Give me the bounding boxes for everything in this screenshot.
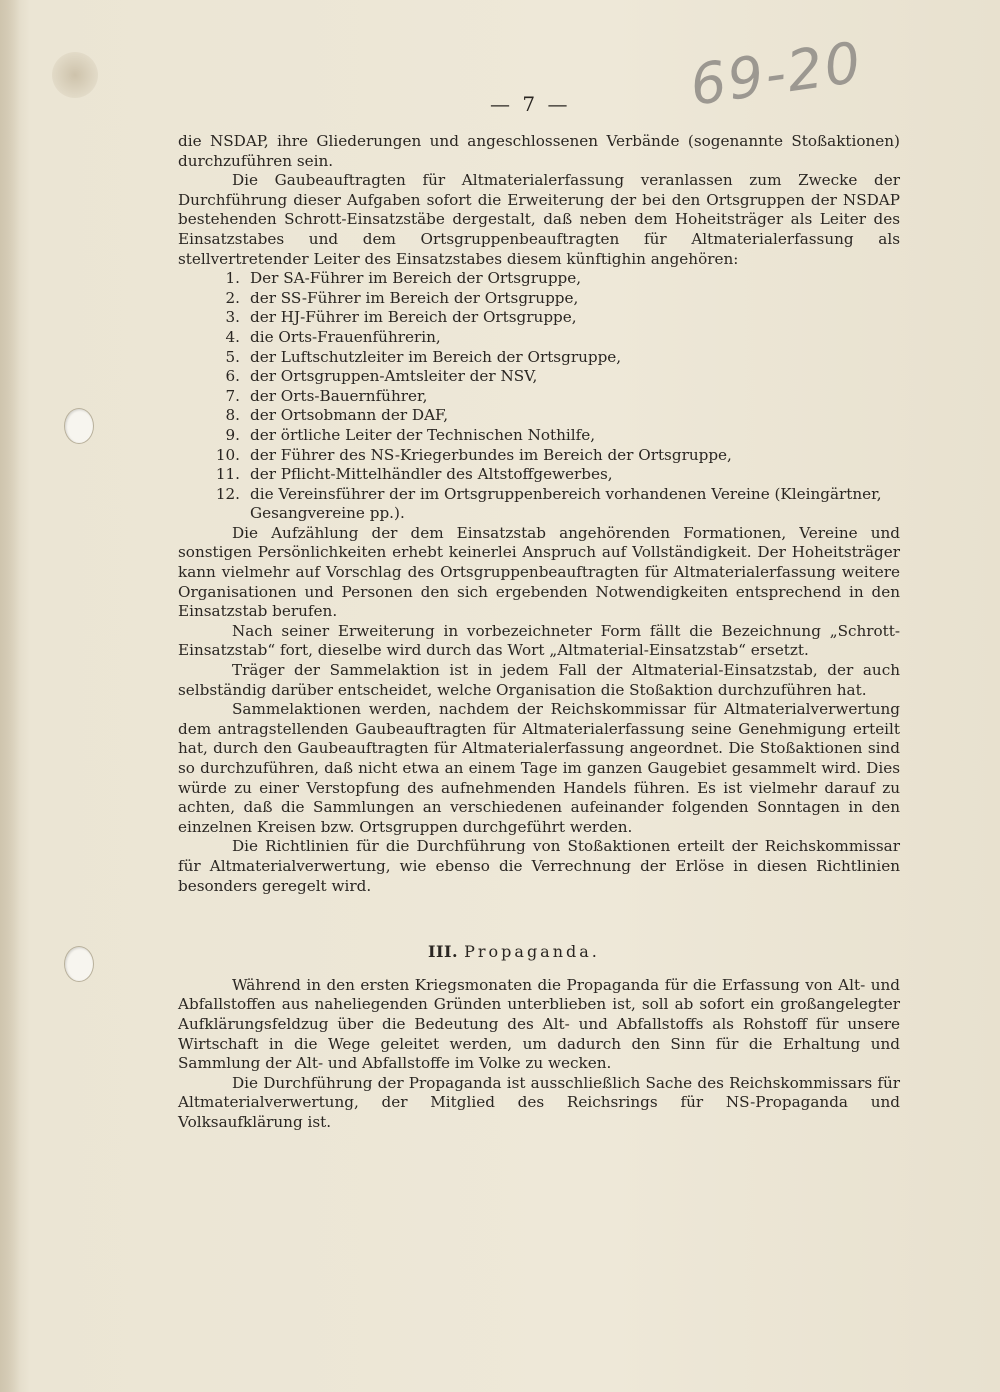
list-text: der Ortsobmann der DAF, [250,406,449,425]
list-item [178,446,900,466]
list-text: der örtliche Leiter der Technischen Nothilfe, [250,425,596,444]
list-text: der Luftschutzleiter im Bereich der Ortsgruppe, [250,347,622,366]
list-text: der Pflicht-Mittelhändler des Altstoffgewerbes, [250,465,613,484]
punch-hole-bottom [64,946,94,982]
list-text: der Führer des NS-Kriegerbundes im Bereich der Ortsgruppe, [250,445,732,464]
list-text: die Orts-Frauenführerin, [250,327,441,346]
list-item [178,406,900,426]
list-text: der Ortsgruppen-Amtsleiter der NSV, [250,367,538,386]
list-number: 11. [215,465,240,484]
paragraph: Während in den ersten Kriegsmonaten die Propaganda für die Erfassung von Alt- und Abfallstoffen aus naheliegenden Gründen unterblieben ist, soll ab sofort ein großangelegter Aufklärungsfeldzug über die Bedeutung des Alt- und Abfallstoffs als Rohstoff für unsere Wirtschaft in die Wege geleitet werden, um dadurch den Sinn für die Erhaltung und Sammlung der Alt- und Abfallstoffe im Volke zu wecken. [178,975,900,1073]
list-text: Der SA-Führer im Bereich der Ortsgruppe, [250,269,582,288]
list-item [178,387,900,407]
section-heading [428,942,900,962]
list-text: der Orts-Bauernführer, [250,386,428,405]
paragraph: die NSDAP, ihre Gliederungen und angeschlossenen Verbände (sogenannte Stoßaktionen) durchzuführen sein. [178,132,900,170]
list-number: 10. [215,445,240,464]
list-text: der SS-Führer im Bereich der Ortsgruppe, [250,288,579,307]
list-number: 5. [225,347,240,366]
list-item [178,426,900,446]
list-number: 7. [225,386,240,405]
list-text: die Vereinsführer der im Ortsgruppenbereich vorhandenen Vereine (Kleingärtner, Gesangvereine pp.). [250,484,882,523]
member-list [178,269,900,524]
paragraph: Die Durchführung der Propaganda ist ausschließlich Sache des Reichskommissars für Altmaterialverwertung, der Mitglied des Reichsrings für NS-Propaganda und Volksaufklärung ist. [178,1073,900,1131]
list-number: 12. [215,484,240,503]
section-numeral: III. [428,942,459,962]
list-number: 3. [225,308,240,327]
section-title: Propaganda. [464,942,600,962]
paragraph: Träger der Sammelaktion ist in jedem Fall der Altmaterial-Einsatzstab, der auch selbständig darüber entscheidet, welche Organisation die Stoßaktion durchzuführen hat. [178,661,900,699]
list-item [178,348,900,368]
paragraph: Die Aufzählung der dem Einsatzstab angehörenden Formationen, Vereine und sonstigen Persönlichkeiten erhebt keinerlei Anspruch auf Vollständigkeit. Der Hoheitsträger kann vielmehr auf Vorschlag des Ortsgruppenbeauftragten für Altmaterialerfassung weitere Organisationen und Personen den sich ergebenden Notwendigkeiten entsprechend in den Einsatzstab berufen. [178,523,900,621]
list-number: 2. [225,288,240,307]
list-number: 8. [225,406,240,425]
list-item [178,485,900,524]
list-item [178,328,900,348]
page-edge-shadow [0,0,20,1392]
list-number: 1. [225,269,240,288]
list-item [178,289,900,309]
list-item [178,465,900,485]
page-number: — 7 — [490,92,571,116]
list-item [178,269,900,289]
paragraph: Die Richtlinien für die Durchführung von Stoßaktionen erteilt der Reichskommissar für Altmaterialverwertung, wie ebenso die Verrechnung der Erlöse in diesen Richtlinien besonders geregelt wird. [178,837,900,895]
list-number: 6. [225,367,240,386]
list-number: 4. [225,327,240,346]
list-item [178,308,900,328]
paragraph: Nach seiner Erweiterung in vorbezeichneter Form fällt die Bezeichnung „Schrott-Einsatzstab“ fort, dieselbe wird durch das Wort „Altmaterial-Einsatzstab“ ersetzt. [178,621,900,660]
punch-hole-top [64,408,94,444]
handwritten-annotation: 69-20 [686,30,867,119]
paragraph: Sammelaktionen werden, nachdem der Reichskommissar für Altmaterialverwertung dem antragstellenden Gaubeauftragten für Altmaterialerfassung seine Genehmigung erteilt hat, durch den Gaubeauftragten für Altmaterialerfassung angeordnet. Die Stoßaktionen sind so durchzuführen, daß nicht etwa an einem Tage im ganzen Gaugebiet gesammelt wird. Dies würde zu einer Verstopfung des aufnehmenden Handels führen. Es ist vielmehr darauf zu achten, daß die Sammlungen an verschiedenen aufeinander folgenden Sonntagen in den einzelnen Kreisen bzw. Ortsgruppen durchgeführt werden. [178,700,900,836]
list-number: 9. [225,425,240,444]
paragraph: Die Gaubeauftragten für Altmaterialerfassung veranlassen zum Zwecke der Durchführung dieser Aufgaben sofort die Erweiterung der bei den Ortsgruppen der NSDAP bestehenden Schrott-Einsatzstäbe dergestalt, daß neben dem Hoheitsträger als Leiter des Einsatzstabes und dem Ortsgruppenbeauftragten für Altmaterialerfassung als stellvertretender Leiter des Einsatzstabes diesem künftighin angehören: [178,171,900,268]
list-item [178,367,900,387]
paper-stain [52,52,98,98]
document-body [178,132,900,1133]
list-text: der HJ-Führer im Bereich der Ortsgruppe, [250,308,577,327]
